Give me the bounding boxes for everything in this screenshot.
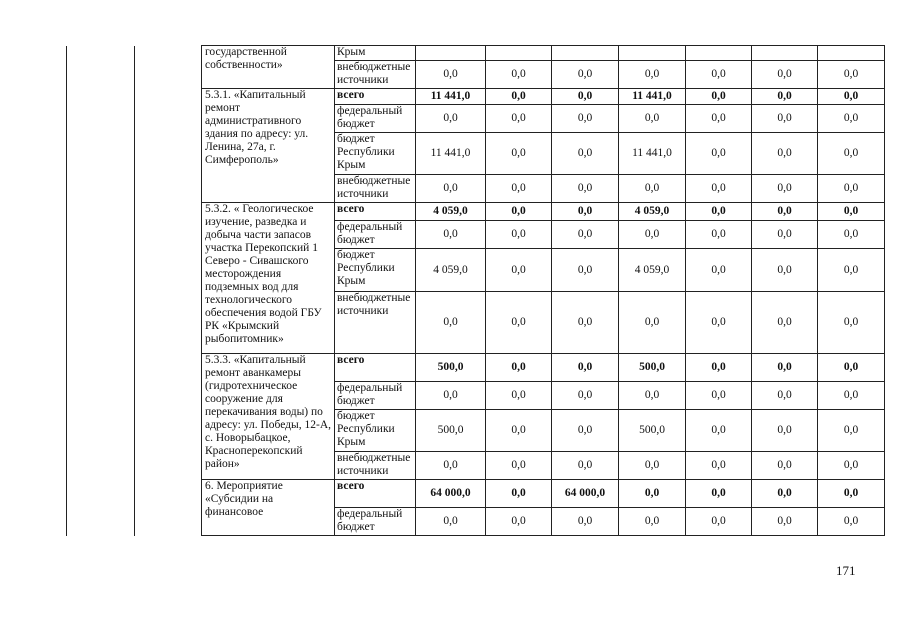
funding-source-cell: федеральный бюджет bbox=[335, 508, 416, 536]
value-cell: 0,0 bbox=[552, 452, 619, 480]
value-cell bbox=[752, 46, 818, 61]
value-cell: 0,0 bbox=[486, 480, 552, 508]
value-cell: 0,0 bbox=[686, 105, 752, 133]
value-cell: 0,0 bbox=[552, 221, 619, 249]
value-cell: 0,0 bbox=[552, 508, 619, 536]
value-cell: 0,0 bbox=[619, 382, 686, 410]
value-cell: 64 000,0 bbox=[416, 480, 486, 508]
value-cell: 0,0 bbox=[619, 175, 686, 203]
value-cell: 500,0 bbox=[416, 410, 486, 452]
value-cell: 0,0 bbox=[818, 89, 885, 105]
value-cell: 0,0 bbox=[752, 133, 818, 175]
page-number: 171 bbox=[836, 563, 856, 578]
value-cell: 0,0 bbox=[486, 175, 552, 203]
value-cell bbox=[486, 46, 552, 61]
value-cell: 0,0 bbox=[486, 410, 552, 452]
value-cell: 0,0 bbox=[416, 508, 486, 536]
value-cell: 500,0 bbox=[619, 410, 686, 452]
value-cell: 0,0 bbox=[486, 133, 552, 175]
value-cell: 11 441,0 bbox=[619, 133, 686, 175]
value-cell: 0,0 bbox=[686, 480, 752, 508]
value-cell: 0,0 bbox=[552, 410, 619, 452]
value-cell: 4 059,0 bbox=[416, 203, 486, 221]
value-cell: 0,0 bbox=[818, 249, 885, 292]
funding-source-cell: бюджет Республики Крым bbox=[335, 410, 416, 452]
funding-source-cell: внебюджетные источники bbox=[335, 292, 416, 354]
funding-source-cell: внебюджетные источники bbox=[335, 175, 416, 203]
value-cell: 0,0 bbox=[686, 61, 752, 89]
blank-column-1 bbox=[67, 46, 135, 536]
value-cell: 0,0 bbox=[486, 354, 552, 382]
value-cell: 0,0 bbox=[818, 354, 885, 382]
value-cell: 0,0 bbox=[552, 203, 619, 221]
value-cell: 0,0 bbox=[752, 508, 818, 536]
funding-source-cell: всего bbox=[335, 480, 416, 508]
value-cell: 4 059,0 bbox=[619, 203, 686, 221]
value-cell: 0,0 bbox=[552, 133, 619, 175]
value-cell: 0,0 bbox=[686, 133, 752, 175]
budget-table bbox=[66, 45, 885, 536]
value-cell bbox=[818, 46, 885, 61]
value-cell: 0,0 bbox=[486, 508, 552, 536]
activity-name-cell: 5.3.2. « Геологическое изучение, разведка и добыча части запасов участка Перекопский 1 Северо - Сивашского месторождения подземных вод для технологического обеспечения водой ГБУ РК «Крымский рыбопитомник» bbox=[202, 203, 335, 354]
value-cell: 0,0 bbox=[686, 292, 752, 354]
value-cell: 0,0 bbox=[752, 203, 818, 221]
value-cell: 0,0 bbox=[552, 249, 619, 292]
value-cell: 0,0 bbox=[416, 175, 486, 203]
value-cell: 0,0 bbox=[686, 175, 752, 203]
value-cell: 500,0 bbox=[619, 354, 686, 382]
value-cell: 0,0 bbox=[416, 221, 486, 249]
value-cell: 4 059,0 bbox=[619, 249, 686, 292]
value-cell: 0,0 bbox=[818, 480, 885, 508]
value-cell: 0,0 bbox=[818, 175, 885, 203]
value-cell: 0,0 bbox=[486, 203, 552, 221]
funding-source-cell: федеральный бюджет bbox=[335, 221, 416, 249]
value-cell: 0,0 bbox=[552, 175, 619, 203]
value-cell: 0,0 bbox=[619, 452, 686, 480]
value-cell: 0,0 bbox=[416, 292, 486, 354]
value-cell: 0,0 bbox=[686, 221, 752, 249]
value-cell: 0,0 bbox=[818, 221, 885, 249]
value-cell: 0,0 bbox=[619, 221, 686, 249]
value-cell: 0,0 bbox=[752, 221, 818, 249]
value-cell: 11 441,0 bbox=[416, 133, 486, 175]
value-cell: 0,0 bbox=[752, 61, 818, 89]
value-cell: 0,0 bbox=[752, 105, 818, 133]
value-cell: 0,0 bbox=[486, 89, 552, 105]
value-cell: 0,0 bbox=[752, 249, 818, 292]
value-cell: 0,0 bbox=[619, 508, 686, 536]
value-cell: 0,0 bbox=[416, 105, 486, 133]
value-cell: 0,0 bbox=[752, 480, 818, 508]
value-cell: 0,0 bbox=[619, 105, 686, 133]
value-cell: 0,0 bbox=[552, 89, 619, 105]
value-cell: 0,0 bbox=[552, 382, 619, 410]
value-cell: 0,0 bbox=[686, 354, 752, 382]
activity-name-cell: 6. Мероприятие «Субсидии на финансовое bbox=[202, 480, 335, 536]
value-cell: 0,0 bbox=[686, 203, 752, 221]
value-cell: 11 441,0 bbox=[416, 89, 486, 105]
value-cell bbox=[416, 46, 486, 61]
value-cell: 0,0 bbox=[552, 292, 619, 354]
value-cell: 64 000,0 bbox=[552, 480, 619, 508]
value-cell: 0,0 bbox=[552, 61, 619, 89]
value-cell: 0,0 bbox=[486, 61, 552, 89]
value-cell: 0,0 bbox=[619, 61, 686, 89]
value-cell: 0,0 bbox=[752, 89, 818, 105]
value-cell: 0,0 bbox=[686, 508, 752, 536]
value-cell: 0,0 bbox=[486, 452, 552, 480]
value-cell: 0,0 bbox=[818, 105, 885, 133]
funding-source-cell: Крым bbox=[335, 46, 416, 61]
funding-source-cell: всего bbox=[335, 354, 416, 382]
value-cell bbox=[619, 46, 686, 61]
value-cell bbox=[686, 46, 752, 61]
activity-name-cell: 5.3.1. «Капитальный ремонт административного здания по адресу: ул. Ленина, 27а, г. Симферополь» bbox=[202, 89, 335, 203]
value-cell: 0,0 bbox=[818, 508, 885, 536]
value-cell: 0,0 bbox=[818, 382, 885, 410]
value-cell: 0,0 bbox=[818, 452, 885, 480]
value-cell: 0,0 bbox=[416, 61, 486, 89]
value-cell: 0,0 bbox=[818, 203, 885, 221]
value-cell: 0,0 bbox=[686, 249, 752, 292]
value-cell: 500,0 bbox=[416, 354, 486, 382]
value-cell: 0,0 bbox=[686, 382, 752, 410]
funding-source-cell: внебюджетные источники bbox=[335, 452, 416, 480]
value-cell: 0,0 bbox=[818, 410, 885, 452]
value-cell: 0,0 bbox=[752, 175, 818, 203]
value-cell: 0,0 bbox=[486, 221, 552, 249]
value-cell: 11 441,0 bbox=[619, 89, 686, 105]
value-cell: 0,0 bbox=[686, 452, 752, 480]
value-cell: 0,0 bbox=[686, 410, 752, 452]
activity-name-cell: 5.3.3. «Капитальный ремонт аванкамеры (гидротехническое сооружение для перекачивания воды) по адресу: ул. Победы, 12-А, с. Новорыбацкое, Красноперекопский район» bbox=[202, 354, 335, 480]
value-cell: 0,0 bbox=[686, 89, 752, 105]
value-cell: 0,0 bbox=[552, 354, 619, 382]
value-cell: 0,0 bbox=[486, 292, 552, 354]
funding-source-cell: бюджет Республики Крым bbox=[335, 249, 416, 292]
value-cell: 0,0 bbox=[752, 292, 818, 354]
activity-name-cell: государственной собственности» bbox=[202, 46, 335, 89]
funding-source-cell: федеральный бюджет bbox=[335, 105, 416, 133]
funding-source-cell: федеральный бюджет bbox=[335, 382, 416, 410]
value-cell: 0,0 bbox=[752, 382, 818, 410]
table-row bbox=[67, 46, 885, 61]
value-cell: 0,0 bbox=[486, 382, 552, 410]
value-cell: 4 059,0 bbox=[416, 249, 486, 292]
value-cell: 0,0 bbox=[416, 452, 486, 480]
value-cell: 0,0 bbox=[818, 133, 885, 175]
value-cell: 0,0 bbox=[416, 382, 486, 410]
value-cell bbox=[552, 46, 619, 61]
funding-source-cell: внебюджетные источники bbox=[335, 61, 416, 89]
value-cell: 0,0 bbox=[752, 410, 818, 452]
value-cell: 0,0 bbox=[818, 61, 885, 89]
value-cell: 0,0 bbox=[619, 480, 686, 508]
value-cell: 0,0 bbox=[552, 105, 619, 133]
value-cell: 0,0 bbox=[486, 105, 552, 133]
funding-source-cell: всего bbox=[335, 89, 416, 105]
funding-source-cell: всего bbox=[335, 203, 416, 221]
blank-column-2 bbox=[135, 46, 202, 536]
value-cell: 0,0 bbox=[752, 354, 818, 382]
value-cell: 0,0 bbox=[818, 292, 885, 354]
value-cell: 0,0 bbox=[486, 249, 552, 292]
value-cell: 0,0 bbox=[752, 452, 818, 480]
value-cell: 0,0 bbox=[619, 292, 686, 354]
funding-source-cell: бюджет Республики Крым bbox=[335, 133, 416, 175]
